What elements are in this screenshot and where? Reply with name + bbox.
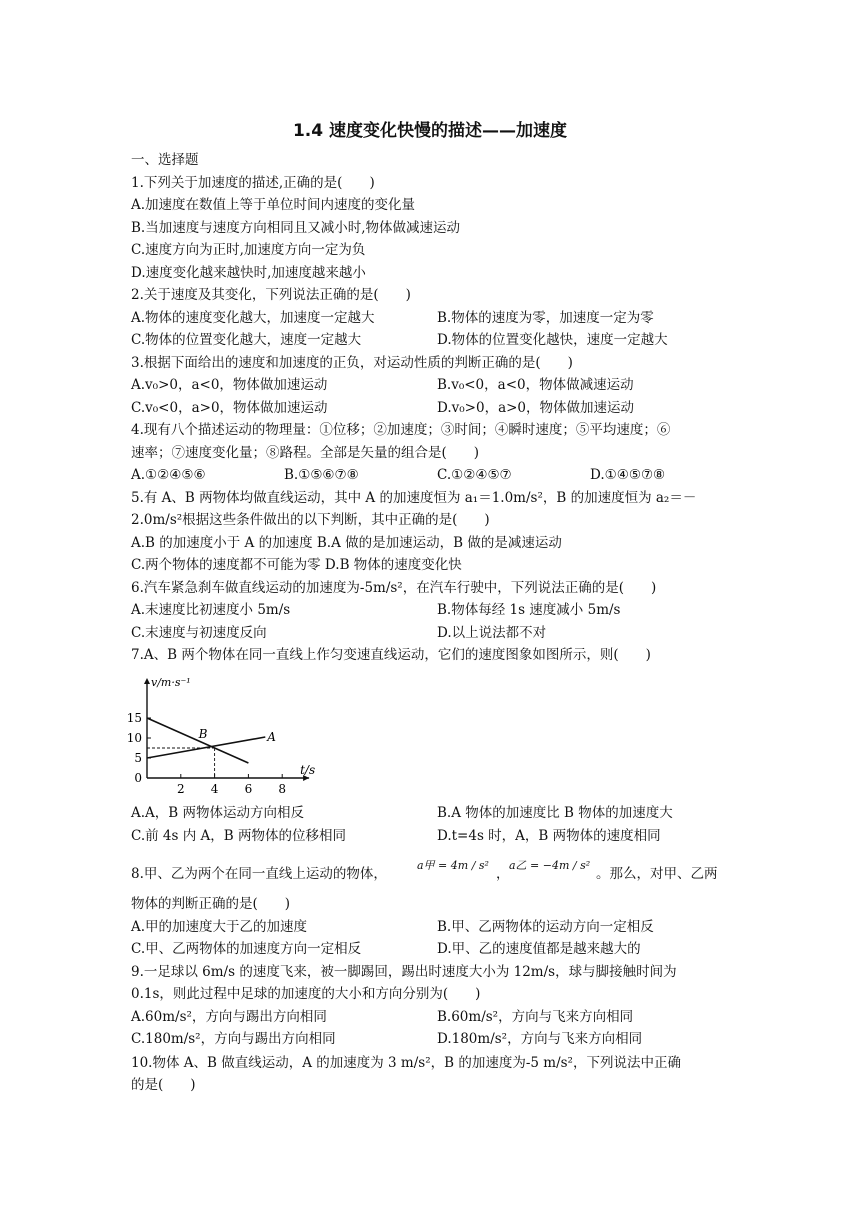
q9-option-a: A.60m/s²，方向与踢出方向相同: [131, 1009, 327, 1025]
q5-stem-line1: 5.有 A、B 两物体均做直线运动，其中 A 的加速度恒为 a₁＝1.0m/s²，B 的加速度恒为 a₂＝－: [131, 490, 697, 506]
q7-option-d: D.t=4s 时，A，B 两物体的速度相同: [437, 828, 661, 844]
q10-stem-line1: 10.物体 A、B 做直线运动，A 的加速度为 3 m/s²，B 的加速度为-5 m/s²，下列说法中正确: [131, 1055, 681, 1071]
q5-options-cd: C.两个物体的速度都不可能为零 D.B 物体的速度变化快: [131, 557, 462, 573]
q3-option-c: C.v₀<0，a>0，物体做加速运动: [131, 400, 328, 416]
q1-option-a: A.加速度在数值上等于单位时间内速度的变化量: [131, 197, 416, 213]
q7-option-b: B.A 物体的加速度比 B 物体的加速度大: [437, 805, 673, 821]
q6-option-d: D.以上说法都不对: [437, 625, 547, 641]
q7-option-a: A.A，B 两物体运动方向相反: [131, 805, 305, 821]
q9-option-c: C.180m/s²，方向与踢出方向相同: [131, 1031, 336, 1047]
y-tick-label-5: 5: [134, 751, 142, 765]
section-heading: 一、选择题: [131, 152, 199, 168]
x-tick-label-2: 2: [176, 782, 185, 796]
q8-option-b: B.甲、乙两物体的运动方向一定相反: [437, 919, 654, 935]
y-axis-label: v/m·s⁻¹: [151, 676, 191, 689]
q5-options-ab: A.B 的加速度小于 A 的加速度 B.A 做的是加速运动，B 做的是减速运动: [131, 535, 562, 551]
q9-stem-line2: 0.1s，则此过程中足球的加速度的大小和方向分别为( ): [131, 986, 481, 1002]
q7-option-c: C.前 4s 内 A，B 两物体的位移相同: [131, 828, 346, 844]
q8-equation-a-yi: a乙 = −4m / s²: [509, 859, 591, 872]
q9-option-b: B.60m/s²，方向与飞来方向相同: [437, 1009, 634, 1025]
x-tick-label-4: 4: [210, 782, 219, 796]
q3-option-d: D.v₀>0，a>0，物体做加速运动: [437, 400, 635, 416]
q1-option-d: D.速度变化越来越快时,加速度越来越小: [131, 265, 366, 281]
q6-stem: 6.汽车紧急刹车做直线运动的加速度为-5m/s²，在汽车行驶中，下列说法正确的是( ): [131, 580, 657, 596]
q1-option-c: C.速度方向为正时,加速度方向一定为负: [131, 242, 366, 258]
q10-stem-line2: 的是( ): [131, 1077, 196, 1093]
q6-option-c: C.末速度与初速度反向: [131, 625, 267, 641]
q8-stem-start: 8.甲、乙为两个在同一直线上运动的物体，: [131, 866, 387, 882]
q1-option-b: B.当加速度与速度方向相同且又减小时,物体做减速运动: [131, 220, 461, 236]
q6-option-b: B.物体每经 1s 速度减小 5m/s: [437, 602, 621, 618]
y-axis-arrow: [144, 678, 150, 684]
q8-option-a: A.甲的加速度大于乙的加速度: [131, 919, 308, 935]
q8-comma: ，: [496, 866, 510, 882]
q8-option-d: D.甲、乙的速度值都是越来越大的: [437, 941, 641, 957]
x-tick-label-6: 6: [244, 782, 253, 796]
q9-option-d: D.180m/s²，方向与飞来方向相同: [437, 1031, 643, 1047]
q2-stem: 2.关于速度及其变化，下列说法正确的是( ): [131, 287, 411, 303]
q4-option-c: C.①②④⑤⑦: [437, 467, 512, 483]
velocity-time-graph: [126, 672, 331, 797]
page-title: 1.4 速度变化快慢的描述——加速度: [292, 121, 568, 141]
y-tick-label-10: 10: [126, 731, 142, 745]
q2-option-d: D.物体的位置变化越快，速度一定越大: [437, 332, 668, 348]
q4-option-d: D.①④⑤⑦⑧: [590, 467, 666, 483]
q8-option-c: C.甲、乙两物体的加速度方向一定相反: [131, 941, 362, 957]
x-axis-label: t/s: [300, 763, 316, 777]
q2-option-b: B.物体的速度为零，加速度一定为零: [437, 310, 654, 326]
series-label-B: B: [198, 727, 208, 741]
q3-option-a: A.v₀>0，a<0，物体做加速运动: [131, 377, 328, 393]
q8-stem-line2: 物体的判断正确的是( ): [131, 896, 291, 912]
q1-stem: 1.下列关于加速度的描述,正确的是( ): [131, 175, 375, 191]
q4-stem-line2: 速率；⑦速度变化量；⑧路程。全部是矢量的组合是( ): [131, 445, 480, 461]
q2-option-c: C.物体的位置变化越大，速度一定越大: [131, 332, 362, 348]
q2-option-a: A.物体的速度变化越大，加速度一定越大: [131, 310, 375, 326]
y-tick-label-15: 15: [126, 711, 142, 725]
series-label-A: A: [267, 730, 276, 744]
q6-option-a: A.末速度比初速度小 5m/s: [131, 602, 291, 618]
q8-stem-end: 。那么，对甲、乙两: [596, 866, 718, 882]
q3-stem: 3.根据下面给出的速度和加速度的正负，对运动性质的判断正确的是( ): [131, 355, 573, 371]
q5-stem-line2: 2.0m/s²根据这些条件做出的以下判断，其中正确的是( ): [131, 512, 490, 528]
q7-stem: 7.A、B 两个物体在同一直线上作匀变速直线运动，它们的速度图象如图所示，则( ): [131, 647, 651, 663]
q3-option-b: B.v₀<0，a<0，物体做减速运动: [437, 377, 634, 393]
q8-equation-a-jia: a甲 = 4m / s²: [417, 859, 489, 872]
x-tick-label-8: 8: [278, 782, 287, 796]
q9-stem-line1: 9.一足球以 6m/s 的速度飞来，被一脚踢回，踢出时速度大小为 12m/s，球与脚接触时间为: [131, 964, 677, 980]
q4-option-a: A.①②④⑤⑥: [131, 467, 206, 483]
q4-stem-line1: 4.现有八个描述运动的物理量：①位移；②加速度；③时间；④瞬时速度；⑤平均速度；⑥: [131, 422, 671, 438]
q4-option-b: B.①⑤⑥⑦⑧: [284, 467, 359, 483]
y-tick-label-0: 0: [134, 771, 142, 785]
